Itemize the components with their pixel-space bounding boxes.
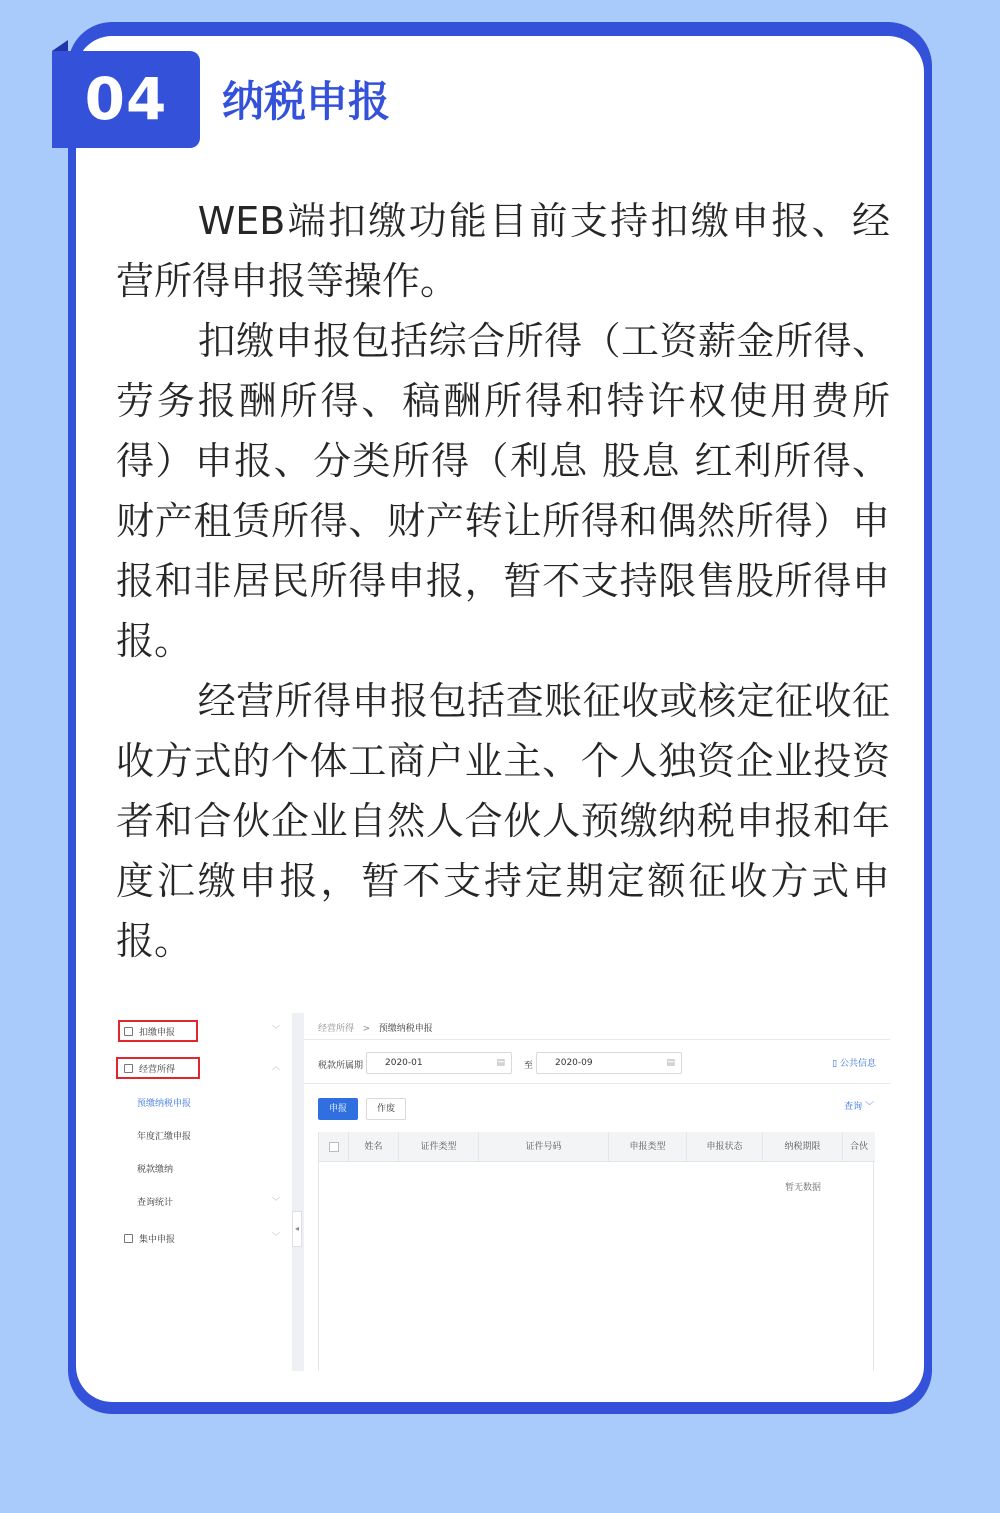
to-label: 至: [524, 1061, 534, 1071]
nav-item-centralized[interactable]: [124, 1228, 175, 1248]
column-header-id-type: 证件类型: [399, 1132, 479, 1162]
sub-item-query-stats[interactable]: 查询统计: [137, 1198, 174, 1208]
info-doc-icon: ▯: [832, 1059, 838, 1069]
breadcrumb: [318, 1021, 433, 1034]
void-button[interactable]: 作废: [366, 1098, 406, 1120]
badge-fold: [52, 40, 68, 51]
start-period-input[interactable]: [366, 1052, 512, 1074]
calendar-icon: ▤: [666, 1058, 675, 1068]
folder-icon: [124, 1064, 133, 1073]
declare-button[interactable]: 申报: [318, 1098, 358, 1120]
nav-item-business-income[interactable]: [124, 1058, 175, 1078]
column-header-declare-type: 申报类型: [609, 1132, 687, 1162]
sub-item-payment[interactable]: 税款缴纳: [137, 1165, 174, 1175]
breadcrumb-parent[interactable]: 经营所得: [318, 1024, 355, 1034]
chevron-up-icon: ︿: [272, 1062, 280, 1071]
public-info-label: 公共信息: [839, 1059, 876, 1069]
end-period-value: 2020-09: [555, 1058, 593, 1068]
column-header-partner: 合伙: [849, 1142, 868, 1152]
side-nav: [112, 1013, 292, 1371]
filter-divider: [304, 1083, 890, 1084]
chevron-down-icon: ﹀: [272, 1025, 280, 1034]
breadcrumb-divider: [304, 1039, 890, 1040]
breadcrumb-separator: >: [362, 1024, 371, 1034]
period-label: 税款所属期: [318, 1061, 364, 1071]
empty-state: 暂无数据: [785, 1183, 822, 1193]
column-header-declare-status: 申报状态: [687, 1132, 763, 1162]
nav-gutter: [292, 1013, 304, 1371]
column-header-id-number: 证件号码: [479, 1132, 609, 1162]
section-title: 纳税申报: [222, 77, 391, 126]
column-header-tax-period: 纳税期限: [763, 1132, 843, 1162]
sub-item-prepay[interactable]: 预缴纳税申报: [137, 1099, 192, 1109]
table-header: [319, 1132, 875, 1162]
calendar-icon: ▤: [496, 1058, 505, 1068]
public-info-link[interactable]: [832, 1056, 876, 1069]
chevron-down-icon: ﹀: [272, 1197, 280, 1206]
upload-icon: [124, 1234, 133, 1243]
section-number: 04: [84, 65, 168, 133]
chevron-down-icon: ﹀: [272, 1232, 280, 1241]
paragraph-1: WEB端扣缴功能目前支持扣缴申报、经营所得申报等操作。: [116, 199, 890, 303]
body-text: [116, 191, 890, 971]
embedded-screenshot: [112, 1013, 890, 1371]
start-period-value: 2020-01: [385, 1058, 423, 1068]
select-all-checkbox[interactable]: [329, 1142, 339, 1152]
nav-item-withholding[interactable]: [124, 1021, 175, 1041]
select-all-cell: [319, 1132, 349, 1162]
collapse-handle[interactable]: ◂: [292, 1211, 302, 1247]
main-panel: [304, 1013, 890, 1371]
column-header-name: 姓名: [349, 1132, 399, 1162]
nav-label-centralized: 集中申报: [139, 1234, 176, 1245]
sub-item-annual[interactable]: 年度汇缴申报: [137, 1132, 192, 1142]
paragraph-3: 经营所得申报包括查账征收或核定征收征收方式的个体工商户业主、个人独资企业投资者和合伙企业自然人合伙人预缴纳税申报和年度汇缴申报，暂不支持定期定额征收方式申报。: [116, 679, 890, 963]
nav-label-business-income: 经营所得: [139, 1064, 176, 1075]
end-period-input[interactable]: [536, 1052, 682, 1074]
paragraph-2: 扣缴申报包括综合所得（工资薪金所得、劳务报酬所得、稿酬所得和特许权使用费所得）申报、分类所得（利息 股息 红利所得、财产租赁所得、财产转让所得和偶然所得）申报和非居民所得申报，暂不支持限售股所得申报。: [116, 319, 890, 663]
declaration-table: [318, 1132, 874, 1371]
nav-label-withholding: 扣缴申报: [139, 1027, 176, 1038]
query-toggle[interactable]: 查询 ﹀: [844, 1102, 874, 1112]
breadcrumb-current: 预缴纳税申报: [378, 1024, 433, 1034]
document-icon: [124, 1027, 133, 1036]
